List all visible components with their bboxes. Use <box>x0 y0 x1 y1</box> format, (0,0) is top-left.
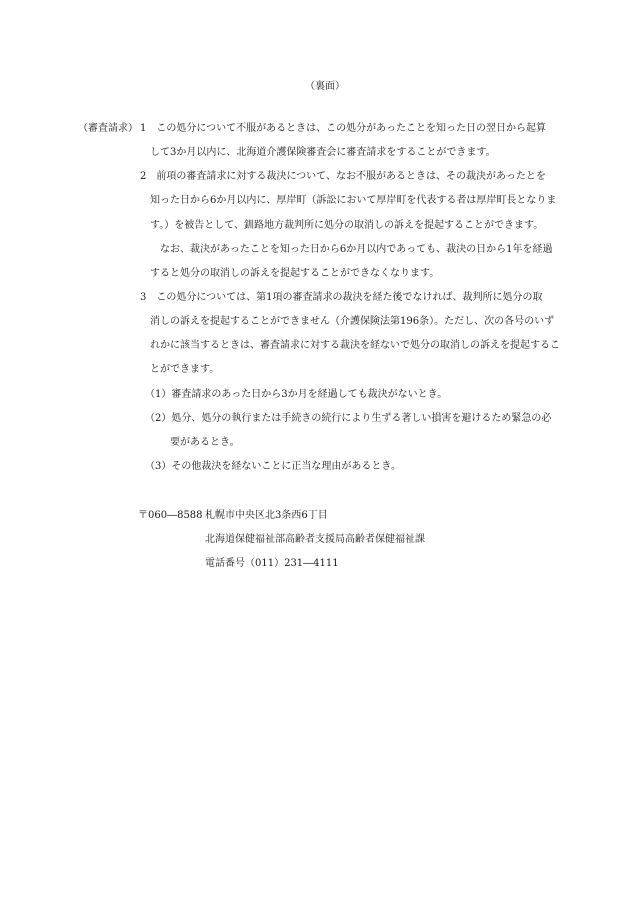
body-line: す。）を被告として、釧路地方裁判所に処分の取消しの訴えを提起することができます。 <box>150 220 544 231</box>
page-heading: （裏面） <box>305 81 345 92</box>
postal-code: 〒060―8588 <box>138 510 203 521</box>
body-line: 2 前項の審査請求に対する裁決について、なお不服があるときは、その裁決があったとを <box>140 171 546 182</box>
body-line: して3か月以内に、北海道介護保険審査会に審査請求をすることができます。 <box>150 147 496 158</box>
body-line: 知った日から6か月以内に、厚岸町（訴訟において厚岸町を代表する者は厚岸町長となりま <box>150 195 557 206</box>
body-line: 1 この処分について不服があるときは、この処分があったことを知った日の翌日から起算 <box>140 123 547 134</box>
list-item: （1）審査請求のあった日から3か月を経過しても裁決がないとき。 <box>145 389 448 400</box>
body-line: すると処分の取消しの訴えを提起することができなくなります。 <box>150 268 440 279</box>
body-line: 消しの訴えを提起することができません（介護保険法第196条）。ただし、次の各号のいず <box>150 316 555 327</box>
body-line: なお、裁決があったことを知った日から6か月以内であっても、裁決の日から1年を経過 <box>160 244 553 255</box>
body-line: 3 この処分については、第1項の審査請求の裁決を経た後でなければ、裁判所に処分の取 <box>140 292 543 303</box>
phone-number: 電話番号（011）231―4111 <box>205 558 339 569</box>
department-name: 北海道保健福祉部高齢者支援局高齢者保健福祉課 <box>205 534 425 545</box>
list-item: （3）その他裁決を経ないことに正当な理由があるとき。 <box>145 461 401 472</box>
list-item: （2）処分、処分の執行または手続きの続行により生ずる著しい損害を避けるため緊急の必 <box>145 413 552 424</box>
body-line: とができます。 <box>150 364 220 375</box>
body-line: れかに該当するときは、審査請求に対する裁決を経ないで処分の取消しの訴えを提起するこ <box>150 340 560 351</box>
list-item-continuation: 要があるとき。 <box>170 437 240 448</box>
section-label: （審査請求） <box>78 123 138 134</box>
street-address: 札幌市中央区北3条西6丁目 <box>205 510 328 521</box>
